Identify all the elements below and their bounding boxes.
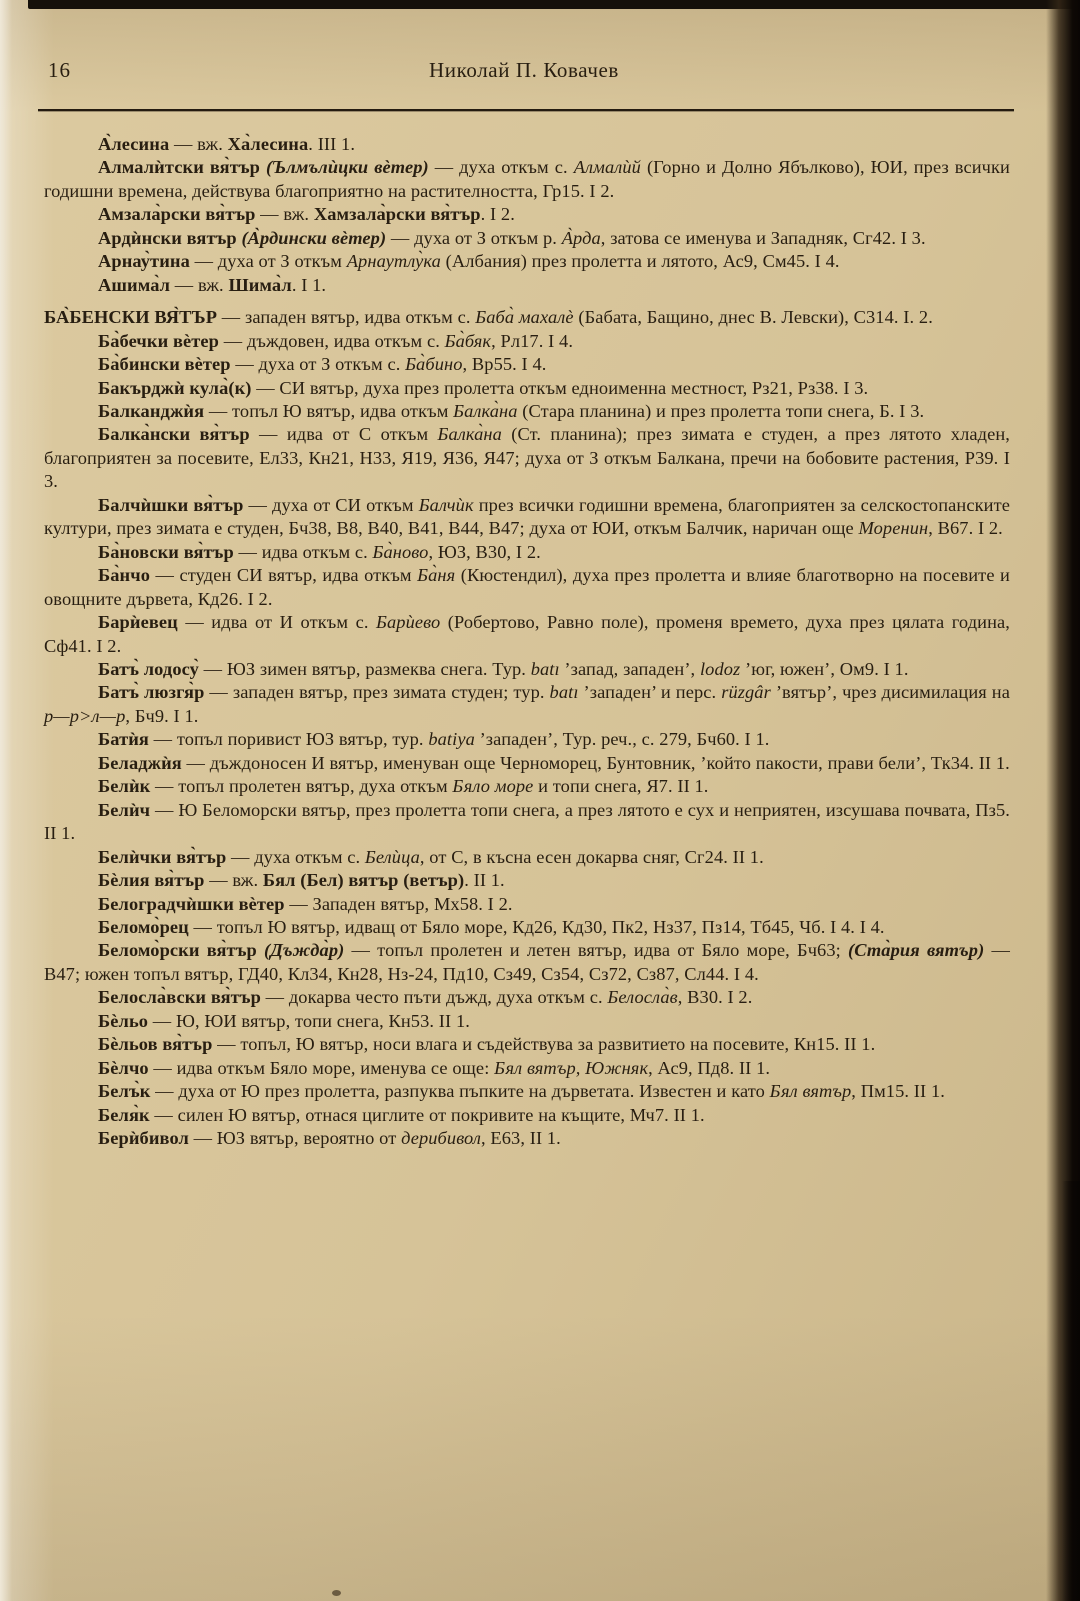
entry-text: — СИ вятър, духа през пролетта откъм едноименна местност, Рз21, Рз38. I 3. bbox=[251, 377, 869, 398]
entry-text: Бял вятър, Южняк bbox=[494, 1057, 649, 1078]
entry-text: — духа от З откъм bbox=[189, 251, 347, 272]
entry-text: , затова се именува и Западняк, Сг42. I 3. bbox=[600, 227, 926, 248]
entry-text: , В67. I 2. bbox=[928, 518, 1003, 539]
page-header bbox=[48, 58, 1000, 88]
entry-text: , Вр55. I 4. bbox=[462, 354, 547, 375]
entry-term: Бѐльо bbox=[98, 1010, 149, 1031]
dictionary-entry bbox=[44, 1057, 1010, 1080]
entry-text: — вж. bbox=[255, 204, 314, 225]
running-title: Николай П. Ковачев bbox=[429, 58, 619, 82]
entry-text: Балчѝк bbox=[418, 494, 474, 515]
entry-text: (Ст. планина); през зимата е студен, а през лятото хладен, благоприятен за посевите, Ел33, Кн21, Н33, Я19, Я36, Я47; духа от З откъм Балкана, пречи на бобовите растения, Р39. I 3. bbox=[44, 424, 1010, 492]
entry-text: Арнаутлу̀ка bbox=[346, 251, 441, 272]
entry-text: — Западен вятър, Мх58. I 2. bbox=[284, 893, 513, 914]
entry-text: Ба̀ново bbox=[372, 541, 429, 562]
entry-text: — силен Ю вятър, отнася циглите от покривите на къщите, Мч7. II 1. bbox=[149, 1104, 705, 1125]
entry-text: ’запад, западен’, bbox=[559, 658, 700, 679]
entry-text: Бял (Бел) вятър (ветър) bbox=[262, 870, 465, 891]
entry-text: Белосла̀в bbox=[607, 987, 678, 1008]
entry-text: Баба̀ махалѐ bbox=[475, 307, 574, 328]
entry-term: Балка̀нски вя̀тър bbox=[98, 424, 250, 445]
entry-text: — вж. bbox=[170, 274, 229, 295]
entry-text: (Дъжда̀р) bbox=[264, 940, 345, 961]
entry-text: — топъл пролетен и летен вятър, идва от Бяло море, Бч63; bbox=[344, 940, 849, 961]
entry-text: Моренин bbox=[858, 518, 929, 539]
entry-text: — студен СИ вятър, идва откъм bbox=[150, 565, 418, 586]
entry-term: А̀лесина bbox=[98, 134, 170, 154]
entry-text: — дъждовен, идва откъм с. bbox=[219, 330, 445, 351]
entry-term: Ба̀бечки вѐтер bbox=[98, 330, 219, 351]
dictionary-entry bbox=[44, 658, 1010, 681]
entry-term: Балканджѝя bbox=[98, 400, 205, 421]
dictionary-entry bbox=[44, 330, 1010, 353]
entry-text: — духа от Ю през пролетта, разпуква пъпките на дърветата. Известен и като bbox=[150, 1081, 770, 1102]
entry-term: Ашима̀л bbox=[98, 274, 171, 295]
entry-text: , ЮЗ, В30, I 2. bbox=[428, 541, 541, 562]
dictionary-entry bbox=[44, 775, 1010, 798]
entry-text: . III 1. bbox=[308, 134, 356, 154]
dictionary-entry bbox=[44, 564, 1010, 611]
dictionary-entry bbox=[44, 400, 1010, 423]
entry-text: Ба̀бяк bbox=[444, 330, 492, 351]
entry-text: , Ас9, Пд8. II 1. bbox=[648, 1057, 771, 1078]
entry-text: (Ълмълѝцки вѐтер) bbox=[265, 157, 429, 178]
entry-term: Берѝбивол bbox=[98, 1128, 189, 1149]
dictionary-entry bbox=[44, 846, 1010, 869]
entry-text: (Горно и Долно Ябълково), ЮИ, през всички годишни времена, действува благоприятно на растителността, Гр15. I 2. bbox=[44, 157, 1010, 201]
entry-text: — духа от З откъм с. bbox=[230, 354, 406, 375]
entry-text: — духа от З откъм р. bbox=[386, 227, 562, 248]
dictionary-entry bbox=[44, 250, 1010, 273]
dictionary-entry bbox=[44, 681, 1010, 728]
entry-term: Беладжѝя bbox=[98, 752, 182, 773]
entry-text: Балка̀на bbox=[437, 424, 502, 445]
entry-text: — западен вятър, през зимата студен; тур. bbox=[204, 682, 550, 703]
entry-text: . I 1. bbox=[291, 274, 327, 295]
entry-text: дерибивол bbox=[401, 1128, 481, 1149]
entry-term: Бакърджѝ кула̀(к) bbox=[98, 377, 252, 398]
entry-text: — вж. bbox=[169, 134, 228, 154]
entry-text: — Ю Беломорски вятър, през пролетта топи снега, а през лятото е сух и неприятен, изсушава почвата, Пз5. II 1. bbox=[44, 799, 1010, 844]
entry-term: Белоградчѝшки вѐтер bbox=[98, 893, 285, 914]
entry-term: Белъ̀к bbox=[98, 1081, 151, 1102]
entry-text: , Е63, II 1. bbox=[481, 1128, 561, 1149]
entry-term: Батъ̀ лодосу̀ bbox=[98, 658, 199, 679]
entry-text: р—р>л—р bbox=[44, 705, 126, 726]
entry-term: Амзала̀рски вя̀тър bbox=[98, 204, 256, 225]
entry-term: Бѐльов вя̀тър bbox=[98, 1034, 213, 1055]
entry-text: ’западен’ и перс. bbox=[578, 682, 722, 703]
dictionary-entry bbox=[44, 752, 1010, 775]
entry-text: Бяло море bbox=[452, 776, 534, 797]
dictionary-entry bbox=[44, 541, 1010, 564]
entry-text: — идва от С откъм bbox=[249, 424, 438, 445]
dictionary-entry bbox=[44, 306, 1010, 329]
dictionary-entry bbox=[44, 1010, 1010, 1033]
dictionary-entry bbox=[44, 1033, 1010, 1056]
entry-text: и топи снега, Я7. II 1. bbox=[533, 776, 709, 797]
entry-term: Ба̀нчо bbox=[98, 565, 151, 586]
entry-text: — вж. bbox=[204, 870, 263, 891]
scan-edge-left bbox=[0, 0, 12, 1601]
entry-text: (Бабата, Бащино, днес В. Левски), С314. I. 2. bbox=[573, 307, 933, 328]
entry-text: — топъл поривист ЮЗ вятър, тур. bbox=[148, 729, 429, 750]
entry-text: batı bbox=[530, 658, 560, 679]
entry-text: (Албания) през пролетта и лятото, Ас9, См45. I 4. bbox=[440, 251, 840, 272]
entry-text: Барѝево bbox=[376, 612, 441, 633]
entry-text: — идва откъм Бяло море, именува се още: bbox=[148, 1057, 495, 1078]
entry-text: batı bbox=[549, 682, 579, 703]
dictionary-entry bbox=[44, 203, 1010, 226]
dictionary-entry bbox=[44, 939, 1010, 986]
entry-text: — ЮЗ вятър, вероятно от bbox=[188, 1128, 402, 1149]
entry-term: Алмалѝтски вя̀тър bbox=[98, 157, 266, 178]
entry-term: Барѝевец bbox=[98, 612, 178, 633]
entry-text: (Робертово, Равно поле), променя времето, духа през цялата година, Сф41. I 2. bbox=[44, 612, 1010, 656]
dictionary-entry bbox=[44, 611, 1010, 658]
entry-text: Ха̀лесина bbox=[227, 134, 309, 154]
entry-term: Беля̀к bbox=[98, 1104, 150, 1125]
dictionary-entry bbox=[44, 353, 1010, 376]
entry-text: — Ю, ЮИ вятър, топи снега, Кн53. II 1. bbox=[148, 1010, 470, 1031]
entry-text: , Рл17. I 4. bbox=[491, 330, 574, 351]
dictionary-entry bbox=[44, 274, 1010, 297]
dictionary-entry bbox=[44, 1080, 1010, 1103]
dictionary-entry bbox=[44, 893, 1010, 916]
entry-term: Батъ̀ люзгя̀р bbox=[98, 682, 205, 703]
entry-text: — топъл Ю вятър, идващ от Бяло море, Кд26, Кд30, Пк2, Нз37, Пз14, Тб45, Чб. I 4. I 4. bbox=[188, 916, 885, 937]
entry-text: , В30. I 2. bbox=[677, 987, 753, 1008]
dictionary-entry bbox=[44, 156, 1010, 203]
entry-text: — духа откъм с. bbox=[428, 157, 574, 178]
dictionary-entry bbox=[44, 1104, 1010, 1127]
entry-text: — духа откъм с. bbox=[226, 846, 365, 867]
entry-text: Алмалѝй bbox=[573, 157, 641, 178]
dictionary-entry bbox=[44, 494, 1010, 541]
entry-text: — В47; южен топъл вятър, ГД40, Кл34, Кн28, Нз-24, Пд10, Сз49, Сз54, Сз72, Сз87, Сл44. I 4. bbox=[44, 940, 1010, 984]
entry-text: — идва от И откъм с. bbox=[177, 612, 377, 633]
entry-text: Ба̀ня bbox=[417, 565, 456, 586]
entry-text: batiya bbox=[428, 729, 475, 750]
entry-text: rüzgâr bbox=[721, 682, 771, 703]
entry-text: (Стара планина) и през пролетта топи снега, Б. I 3. bbox=[517, 400, 925, 421]
entry-text: Белѝца bbox=[364, 846, 420, 867]
entry-text: Хамзала̀рски вя̀тър bbox=[313, 204, 481, 225]
scan-edge-right bbox=[1046, 0, 1080, 1601]
entry-text: през всички годишни времена, благоприятен за селскостопанските култури, през зимата е студен, Бч38, В8, В40, В41, В44, В47; духа от ЮИ, откъм Балчик, наричан още bbox=[44, 494, 1010, 539]
entry-term: Беломо̀рец bbox=[98, 916, 189, 937]
dictionary-entry bbox=[44, 799, 1010, 846]
dictionary-entry bbox=[44, 916, 1010, 939]
scan-edge-top bbox=[28, 0, 1080, 9]
entry-term: Батѝя bbox=[98, 729, 149, 750]
entry-text: , Бч9. I 1. bbox=[125, 705, 199, 726]
entry-text: , от С, в късна есен докарва сняг, Сг24. II 1. bbox=[419, 846, 764, 867]
entry-text: — идва откъм с. bbox=[233, 541, 373, 562]
entry-text: — ЮЗ зимен вятър, размеква снега. Тур. bbox=[198, 658, 531, 679]
entry-text: — западен вятър, идва откъм с. bbox=[217, 307, 476, 328]
entry-text: — духа от СИ откъм bbox=[243, 494, 419, 515]
entry-text: , Пм15. II 1. bbox=[851, 1081, 945, 1102]
entry-text: (А̀рдински вѐтер) bbox=[241, 227, 387, 248]
entry-text: А̀рда bbox=[561, 227, 601, 248]
entry-term: Белосла̀вски вя̀тър bbox=[98, 987, 261, 1008]
entry-text: (Ста̀рия вятър) bbox=[848, 940, 985, 961]
entry-text: — докарва често пъти дъжд, духа откъм с. bbox=[260, 987, 608, 1008]
dictionary-entry bbox=[44, 377, 1010, 400]
entry-text: — топъл пролетен вятър, духа откъм bbox=[150, 776, 453, 797]
entry-term: Ба̀новски вя̀тър bbox=[98, 541, 234, 562]
entry-text: . II 1. bbox=[464, 870, 505, 891]
dictionary-entries bbox=[44, 133, 1010, 1150]
entry-text: Балка̀на bbox=[453, 400, 518, 421]
entry-text: ’западен’, Тур. реч., с. 279, Бч60. I 1. bbox=[474, 729, 770, 750]
dictionary-entry bbox=[44, 1127, 1010, 1150]
entry-text: Ба̀бино bbox=[405, 354, 463, 375]
entry-term: Бѐлия вя̀тър bbox=[98, 870, 205, 891]
dictionary-entry bbox=[44, 133, 1010, 156]
entry-text: — дъждоносен И вятър, именуван още Черноморец, Бунтовник, ’който пакости, прави бели’, Тк34. II 1. bbox=[181, 752, 1010, 773]
entry-text: . I 2. bbox=[480, 204, 515, 225]
entry-term: Белѝчки вя̀тър bbox=[98, 846, 227, 867]
entry-term: Ба̀бински вѐтер bbox=[98, 354, 231, 375]
dictionary-entry bbox=[44, 728, 1010, 751]
entry-term: Беломо̀рски вя̀тър bbox=[98, 940, 265, 961]
entry-text: — топъл Ю вятър, идва откъм bbox=[204, 400, 454, 421]
entry-text: (Кюстендил), духа през пролетта и влияе благотворно на посевите и овощните дървета, Кд26. I 2. bbox=[44, 565, 1010, 609]
entry-text: Шима̀л bbox=[228, 274, 292, 295]
entry-term: Бѐлчо bbox=[98, 1057, 149, 1078]
dictionary-entry bbox=[44, 986, 1010, 1009]
entry-term: Балчѝшки вя̀тър bbox=[98, 494, 244, 515]
dictionary-entry bbox=[44, 227, 1010, 250]
entry-text: — топъл, Ю вятър, носи влага и съдействува за развитието на посевите, Кн15. II 1. bbox=[212, 1034, 876, 1055]
entry-text: Бял вятър bbox=[769, 1081, 852, 1102]
entry-term: Белѝк bbox=[98, 776, 151, 797]
entry-text: lodoz bbox=[699, 658, 741, 679]
page-number: 16 bbox=[48, 58, 71, 82]
header-rule bbox=[38, 109, 1014, 111]
scan-speck bbox=[332, 1590, 341, 1596]
dictionary-entry bbox=[44, 869, 1010, 892]
dictionary-entry bbox=[44, 423, 1010, 493]
entry-text: ’вятър’, чрез дисимилация на bbox=[770, 682, 1010, 703]
entry-term: БА̀БЕНСКИ ВЯ̀ТЪР bbox=[44, 307, 218, 328]
entry-term: Арнау̀тина bbox=[98, 251, 190, 272]
entry-term: Белѝч bbox=[98, 799, 151, 820]
entry-text: ’юг, южен’, Ом9. I 1. bbox=[740, 658, 909, 679]
entry-term: Ардѝнски вятър bbox=[98, 227, 242, 248]
